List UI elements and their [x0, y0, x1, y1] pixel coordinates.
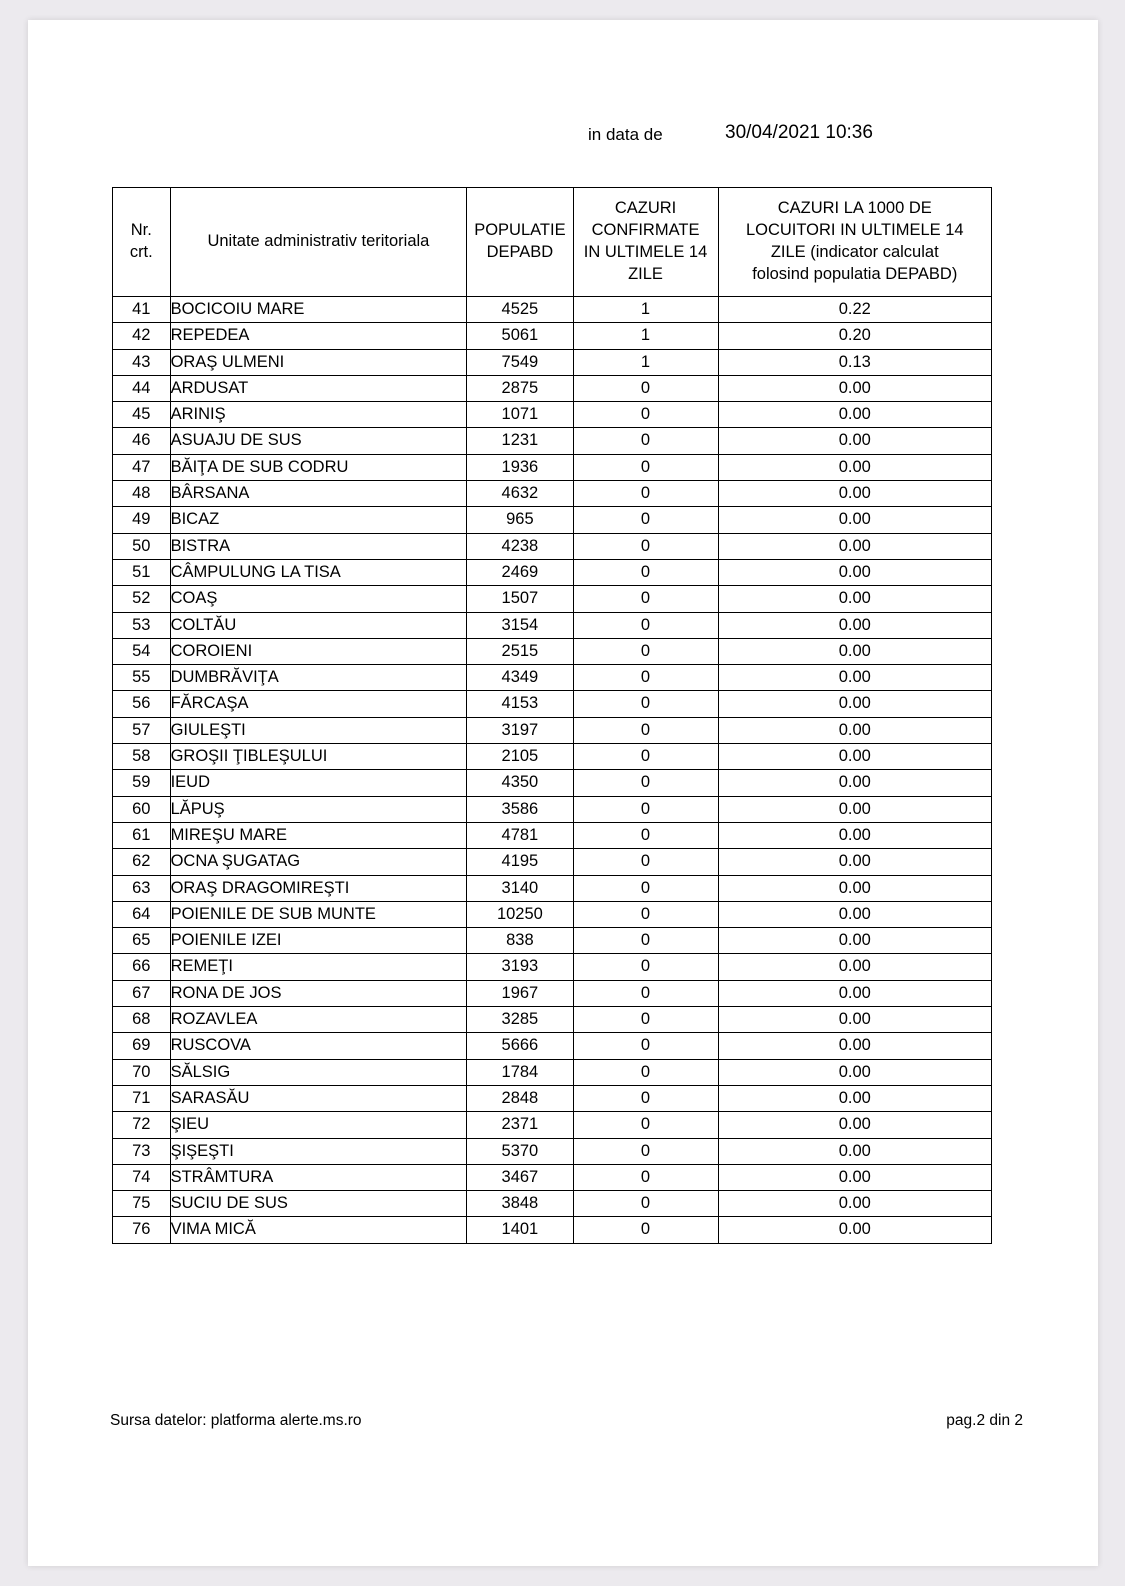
- cell-rate: 0.00: [718, 559, 991, 585]
- cell-rate: 0.13: [718, 349, 991, 375]
- table-row: [113, 1085, 992, 1111]
- cell-uat: BISTRA: [170, 533, 467, 559]
- column-header-rate: [718, 188, 991, 297]
- cell-cases: 1: [573, 297, 718, 323]
- cell-uat: ARDUSAT: [170, 375, 467, 401]
- cell-uat: REMEŢI: [170, 954, 467, 980]
- cell-rate: 0.00: [718, 533, 991, 559]
- cell-uat: RONA DE JOS: [170, 980, 467, 1006]
- column-header-cases-line3: IN ULTIMELE 14: [583, 243, 708, 261]
- cell-nr: 54: [113, 638, 171, 664]
- cell-nr: 55: [113, 665, 171, 691]
- cases-table: [112, 187, 992, 1244]
- cell-nr: 50: [113, 533, 171, 559]
- cell-population: 4238: [467, 533, 573, 559]
- column-header-nr-line1: Nr.: [130, 221, 152, 240]
- cell-nr: 72: [113, 1112, 171, 1138]
- table-row: [113, 507, 992, 533]
- cell-cases: 1: [573, 349, 718, 375]
- cell-cases: 0: [573, 586, 718, 612]
- cell-population: 3197: [467, 717, 573, 743]
- cell-cases: 0: [573, 402, 718, 428]
- cell-cases: 0: [573, 454, 718, 480]
- cell-rate: 0.00: [718, 1033, 991, 1059]
- cell-cases: 0: [573, 954, 718, 980]
- cell-rate: 0.00: [718, 1164, 991, 1190]
- cell-rate: 0.00: [718, 954, 991, 980]
- cell-nr: 57: [113, 717, 171, 743]
- cell-uat: BÂRSANA: [170, 481, 467, 507]
- column-header-cases: [573, 188, 718, 297]
- table-row: [113, 901, 992, 927]
- cell-cases: 0: [573, 1033, 718, 1059]
- cell-cases: 0: [573, 481, 718, 507]
- cell-population: 3586: [467, 796, 573, 822]
- header-date-label: in data de: [588, 125, 663, 144]
- cell-population: 1231: [467, 428, 573, 454]
- cell-population: 3467: [467, 1164, 573, 1190]
- table-row: [113, 717, 992, 743]
- cell-uat: GROŞII ŢIBLEŞULUI: [170, 744, 467, 770]
- cell-rate: 0.00: [718, 638, 991, 664]
- cell-cases: 0: [573, 1138, 718, 1164]
- cell-rate: 0.00: [718, 770, 991, 796]
- cell-rate: 0.00: [718, 717, 991, 743]
- cell-population: 1071: [467, 402, 573, 428]
- cell-nr: 67: [113, 980, 171, 1006]
- cell-uat: FĂRCAŞA: [170, 691, 467, 717]
- cell-cases: 0: [573, 1217, 718, 1243]
- column-header-population-line1: POPULATIE: [474, 221, 566, 240]
- table-row: [113, 612, 992, 638]
- cell-rate: 0.00: [718, 796, 991, 822]
- cell-nr: 43: [113, 349, 171, 375]
- cell-population: 838: [467, 928, 573, 954]
- cell-nr: 62: [113, 849, 171, 875]
- cell-cases: 0: [573, 770, 718, 796]
- cell-nr: 65: [113, 928, 171, 954]
- cell-uat: ASUAJU DE SUS: [170, 428, 467, 454]
- cell-rate: 0.00: [718, 1138, 991, 1164]
- footer-source: Sursa datelor: platforma alerte.ms.ro: [110, 1412, 362, 1429]
- cell-uat: POIENILE IZEI: [170, 928, 467, 954]
- cell-cases: 0: [573, 559, 718, 585]
- cell-rate: 0.00: [718, 744, 991, 770]
- cell-rate: 0.00: [718, 612, 991, 638]
- cell-nr: 56: [113, 691, 171, 717]
- cell-uat: SARASĂU: [170, 1085, 467, 1111]
- cell-population: 4153: [467, 691, 573, 717]
- cell-cases: 0: [573, 507, 718, 533]
- cell-cases: 0: [573, 1059, 718, 1085]
- cell-uat: BICAZ: [170, 507, 467, 533]
- cell-cases: 0: [573, 1007, 718, 1033]
- column-header-rate-line3: ZILE (indicator calculat: [770, 243, 939, 261]
- cell-cases: 0: [573, 744, 718, 770]
- table-row: [113, 849, 992, 875]
- cell-rate: 0.00: [718, 901, 991, 927]
- cell-population: 4195: [467, 849, 573, 875]
- cell-nr: 76: [113, 1217, 171, 1243]
- table-row: [113, 638, 992, 664]
- header-date-value: 30/04/2021 10:36: [725, 122, 873, 143]
- cell-uat: SĂLSIG: [170, 1059, 467, 1085]
- cell-population: 965: [467, 507, 573, 533]
- cell-population: 1507: [467, 586, 573, 612]
- table-row: [113, 1191, 992, 1217]
- column-header-cases-line4: ZILE: [628, 264, 663, 283]
- cell-nr: 49: [113, 507, 171, 533]
- column-header-nr: [113, 188, 171, 297]
- cell-rate: 0.00: [718, 1007, 991, 1033]
- table-row: [113, 1112, 992, 1138]
- cell-cases: 1: [573, 323, 718, 349]
- table-row: [113, 770, 992, 796]
- footer-page-number: pag.2 din 2: [946, 1412, 1023, 1429]
- cell-cases: 0: [573, 638, 718, 664]
- cell-population: 10250: [467, 901, 573, 927]
- cell-cases: 0: [573, 1191, 718, 1217]
- cell-cases: 0: [573, 717, 718, 743]
- column-header-rate-line2: LOCUITORI IN ULTIMELE 14: [745, 221, 964, 240]
- column-header-rate-line1: CAZURI LA 1000 DE: [777, 199, 932, 218]
- cell-population: 3285: [467, 1007, 573, 1033]
- cell-nr: 59: [113, 770, 171, 796]
- cell-rate: 0.22: [718, 297, 991, 323]
- table-header: [113, 188, 992, 297]
- cell-nr: 51: [113, 559, 171, 585]
- cell-nr: 75: [113, 1191, 171, 1217]
- cell-population: 4349: [467, 665, 573, 691]
- cell-nr: 42: [113, 323, 171, 349]
- cell-population: 4350: [467, 770, 573, 796]
- table-row: [113, 1059, 992, 1085]
- cell-cases: 0: [573, 980, 718, 1006]
- cell-cases: 0: [573, 428, 718, 454]
- cell-nr: 60: [113, 796, 171, 822]
- table-row: [113, 402, 992, 428]
- cell-population: 3140: [467, 875, 573, 901]
- column-header-nr-line2: crt.: [129, 243, 153, 261]
- cell-population: 1401: [467, 1217, 573, 1243]
- cell-nr: 74: [113, 1164, 171, 1190]
- cell-cases: 0: [573, 849, 718, 875]
- table-row: [113, 928, 992, 954]
- cell-nr: 44: [113, 375, 171, 401]
- table-row: [113, 533, 992, 559]
- cell-rate: 0.20: [718, 323, 991, 349]
- cell-nr: 48: [113, 481, 171, 507]
- cell-rate: 0.00: [718, 481, 991, 507]
- cell-cases: 0: [573, 796, 718, 822]
- table-row: [113, 875, 992, 901]
- cell-nr: 45: [113, 402, 171, 428]
- cell-cases: 0: [573, 1112, 718, 1138]
- cell-uat: REPEDEA: [170, 323, 467, 349]
- table-row: [113, 586, 992, 612]
- cell-population: 2875: [467, 375, 573, 401]
- cell-rate: 0.00: [718, 980, 991, 1006]
- cell-uat: BĂIŢA DE SUB CODRU: [170, 454, 467, 480]
- table-row: [113, 297, 992, 323]
- cell-uat: ORAŞ DRAGOMIREŞTI: [170, 875, 467, 901]
- table-row: [113, 323, 992, 349]
- column-header-cases-line2: CONFIRMATE: [591, 221, 700, 240]
- cell-nr: 68: [113, 1007, 171, 1033]
- cell-uat: COLTĂU: [170, 612, 467, 638]
- table-row: [113, 744, 992, 770]
- cell-nr: 46: [113, 428, 171, 454]
- cell-nr: 63: [113, 875, 171, 901]
- cell-nr: 53: [113, 612, 171, 638]
- table-row: [113, 1033, 992, 1059]
- table-row: [113, 665, 992, 691]
- cell-uat: ARINIŞ: [170, 402, 467, 428]
- cell-population: 2515: [467, 638, 573, 664]
- cell-population: 5666: [467, 1033, 573, 1059]
- cell-population: 4525: [467, 297, 573, 323]
- cell-population: 2371: [467, 1112, 573, 1138]
- cell-uat: MIREŞU MARE: [170, 822, 467, 848]
- cell-rate: 0.00: [718, 665, 991, 691]
- cell-cases: 0: [573, 928, 718, 954]
- cell-uat: VIMA MICĂ: [170, 1217, 467, 1243]
- cell-nr: 41: [113, 297, 171, 323]
- table-row: [113, 1138, 992, 1164]
- cell-rate: 0.00: [718, 691, 991, 717]
- cell-nr: 66: [113, 954, 171, 980]
- cell-rate: 0.00: [718, 1217, 991, 1243]
- cell-nr: 58: [113, 744, 171, 770]
- cell-rate: 0.00: [718, 875, 991, 901]
- cell-rate: 0.00: [718, 1059, 991, 1085]
- cell-uat: IEUD: [170, 770, 467, 796]
- table-row: [113, 980, 992, 1006]
- cell-uat: LĂPUŞ: [170, 796, 467, 822]
- cell-population: 5370: [467, 1138, 573, 1164]
- cell-cases: 0: [573, 1164, 718, 1190]
- cell-rate: 0.00: [718, 822, 991, 848]
- cell-uat: SUCIU DE SUS: [170, 1191, 467, 1217]
- cell-population: 3848: [467, 1191, 573, 1217]
- cell-uat: COROIENI: [170, 638, 467, 664]
- table-row: [113, 1164, 992, 1190]
- cell-population: 5061: [467, 323, 573, 349]
- cell-uat: BOCICOIU MARE: [170, 297, 467, 323]
- cell-rate: 0.00: [718, 1112, 991, 1138]
- cell-population: 4632: [467, 481, 573, 507]
- cell-rate: 0.00: [718, 402, 991, 428]
- cell-rate: 0.00: [718, 375, 991, 401]
- cell-cases: 0: [573, 612, 718, 638]
- table-row: [113, 822, 992, 848]
- table-row: [113, 454, 992, 480]
- column-header-uat: [170, 188, 467, 297]
- cell-population: 2848: [467, 1085, 573, 1111]
- cell-nr: 70: [113, 1059, 171, 1085]
- cell-population: 3193: [467, 954, 573, 980]
- column-header-rate-line4: folosind populatia DEPABD): [752, 264, 958, 283]
- cell-rate: 0.00: [718, 428, 991, 454]
- cell-uat: GIULEŞTI: [170, 717, 467, 743]
- cell-uat: ORAŞ ULMENI: [170, 349, 467, 375]
- table-row: [113, 796, 992, 822]
- cell-cases: 0: [573, 533, 718, 559]
- cell-uat: DUMBRĂVIŢA: [170, 665, 467, 691]
- cell-nr: 64: [113, 901, 171, 927]
- cell-uat: RUSCOVA: [170, 1033, 467, 1059]
- column-header-cases-line1: CAZURI: [614, 199, 677, 218]
- cell-rate: 0.00: [718, 849, 991, 875]
- cell-uat: STRÂMTURA: [170, 1164, 467, 1190]
- cell-cases: 0: [573, 1085, 718, 1111]
- cell-rate: 0.00: [718, 507, 991, 533]
- cell-uat: CÂMPULUNG LA TISA: [170, 559, 467, 585]
- column-header-population-line2: DEPABD: [486, 243, 554, 261]
- cell-rate: 0.00: [718, 1191, 991, 1217]
- cell-uat: ŞIEU: [170, 1112, 467, 1138]
- cell-rate: 0.00: [718, 1085, 991, 1111]
- cell-uat: ŞIŞEŞTI: [170, 1138, 467, 1164]
- cell-population: 2469: [467, 559, 573, 585]
- cell-nr: 69: [113, 1033, 171, 1059]
- cell-uat: COAŞ: [170, 586, 467, 612]
- table-row: [113, 1217, 992, 1243]
- cell-cases: 0: [573, 665, 718, 691]
- table-row: [113, 375, 992, 401]
- cell-uat: ROZAVLEA: [170, 1007, 467, 1033]
- table-row: [113, 349, 992, 375]
- cell-uat: OCNA ŞUGATAG: [170, 849, 467, 875]
- cell-population: 1936: [467, 454, 573, 480]
- document-page: [28, 20, 1098, 1566]
- cell-population: 2105: [467, 744, 573, 770]
- table-row: [113, 954, 992, 980]
- cell-cases: 0: [573, 691, 718, 717]
- column-header-population: [467, 188, 573, 297]
- cell-nr: 73: [113, 1138, 171, 1164]
- cell-population: 3154: [467, 612, 573, 638]
- cell-cases: 0: [573, 901, 718, 927]
- cell-rate: 0.00: [718, 454, 991, 480]
- cell-cases: 0: [573, 375, 718, 401]
- column-header-uat-line1: Unitate administrativ teritoriala: [207, 232, 430, 251]
- cell-population: 1967: [467, 980, 573, 1006]
- cell-nr: 71: [113, 1085, 171, 1111]
- cell-cases: 0: [573, 875, 718, 901]
- cell-uat: POIENILE DE SUB MUNTE: [170, 901, 467, 927]
- table-row: [113, 481, 992, 507]
- cell-rate: 0.00: [718, 586, 991, 612]
- table-row: [113, 1007, 992, 1033]
- cell-cases: 0: [573, 822, 718, 848]
- cell-nr: 52: [113, 586, 171, 612]
- cell-nr: 47: [113, 454, 171, 480]
- table-body: [113, 297, 992, 1244]
- cell-population: 4781: [467, 822, 573, 848]
- table-row: [113, 428, 992, 454]
- table-row: [113, 691, 992, 717]
- cell-nr: 61: [113, 822, 171, 848]
- table-row: [113, 559, 992, 585]
- cell-rate: 0.00: [718, 928, 991, 954]
- cell-population: 1784: [467, 1059, 573, 1085]
- cell-population: 7549: [467, 349, 573, 375]
